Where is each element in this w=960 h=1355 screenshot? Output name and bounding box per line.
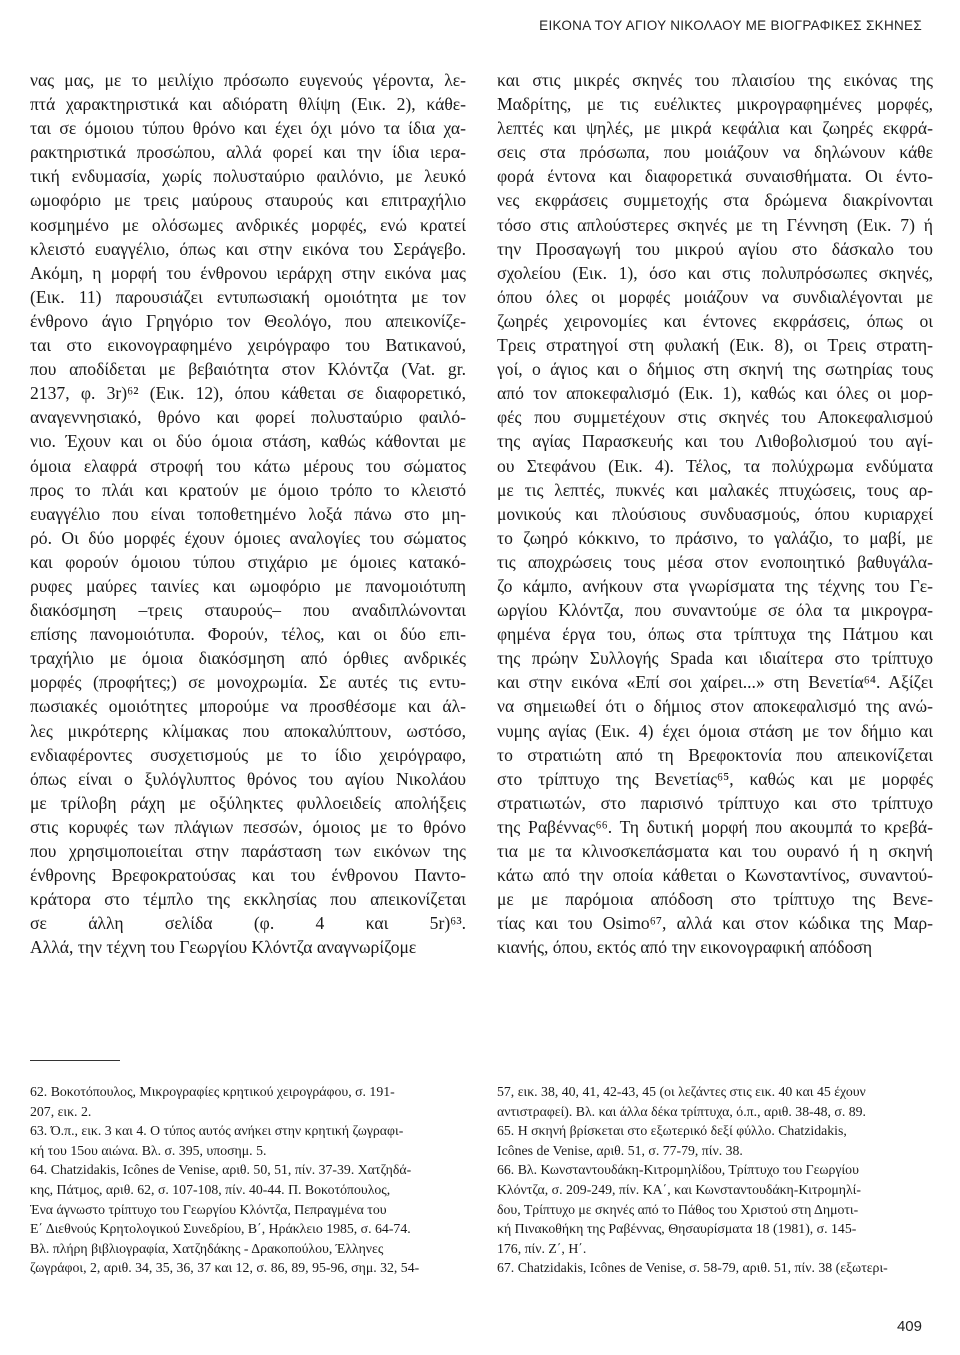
footnote-line: Βλ. πλήρη βιβλιογραφία, Χατζηδάκης - Δρακοπούλου, Έλληνες — [30, 1240, 384, 1256]
body-text-line: κοσμημένο με ολόσωμες ανδρικές μορφές, ενώ κρατεί — [30, 214, 466, 235]
body-text-line: πωσιακές ομοιότητες μπορούμε να προσθέσομε και άλ- — [30, 696, 466, 717]
footnote-line: 62. Βοκοτόπουλος, Μικρογραφίες κρητικού χειρογράφου, σ. 191- — [30, 1084, 395, 1099]
body-text-line: λες μικρότερης κλίμακας που αποκαλύπτουν, ωστόσο, — [30, 720, 466, 741]
body-text-line: της Ραβέννας⁶⁶. Τη δυτική μορφή που ακουμπά το κρεβά- — [497, 816, 933, 837]
body-text-line: νες εκφράσεις συμμετοχής στα δρώμενα διακρίνονται — [497, 190, 933, 211]
body-text-line: ται σε όμοιου τύπου θρόνο και έχει όχι μόνο τα ίδια χα- — [30, 118, 466, 139]
body-text-line: ζο κάμπο, ανήκουν στα γνωρίσματα της τέχνης του Γε- — [497, 575, 933, 596]
body-text-line: σεις στα πρόσωπα, που μοιάζουν να δηλώνουν κάθε — [497, 142, 933, 163]
body-text-line: Αλλά, την τέχνη του Γεωργίου Κλόντζα αναγνωρίζομε — [30, 937, 417, 958]
body-text-line: ένθρονης Βρεφοκρατούσας και του ένθρονου Παντο- — [30, 865, 466, 886]
running-head: ΕΙΚΟΝΑ ΤΟΥ ΑΓΙΟΥ ΝΙΚΟΛΑΟΥ ΜΕ ΒΙΟΓΡΑΦΙΚΕΣ ΣΚΗΝΕΣ — [539, 18, 922, 33]
footnote-line: 176, πίν. Ζ΄, Η΄. — [497, 1240, 587, 1256]
footnote-line: 64. Chatzidakis, Icônes de Venise, αριθ. 50, 51, πίν. 37-39. Χατζηδά- — [30, 1162, 412, 1178]
footnote-line: 63. Ό.π., εικ. 3 και 4. Ο τύπος αυτός ανήκει στην κρητική ζωγραφι- — [30, 1123, 404, 1139]
footnote-line: κή Πινακοθήκη της Ραβέννας, Θησαυρίσματα 18 (1981), σ. 145- — [497, 1221, 857, 1237]
body-text-line: με τις λεπτές, πυκνές και μαλακές πτυχώσεις, τους αρ- — [497, 479, 933, 500]
body-text-line: με τρίλοβη ράχη με οξύληκτες φυλλοειδείς απολήξεις — [30, 792, 466, 813]
body-text-line: που αποδίδεται με βεβαιότητα στον Κλόντζα (Vat. gr. — [30, 359, 466, 380]
body-text-line: με με παρόμοια απόδοση στο τρίπτυχο της Βενε- — [497, 889, 933, 910]
body-text-line: ται στο εικονογραφημένο χειρόγραφο του Βατικανού, — [30, 335, 466, 356]
body-text-line: σε άλλη σελίδα (φ. 4 και 5r)⁶³. — [30, 913, 466, 934]
body-text-line: φημένα έργα του, όπως στα τρίπτυχα της Πάτμου και — [497, 624, 933, 645]
body-text-line: και φορούν όμοιου τύπου στιχάριο με όμοιες κατακό- — [30, 551, 466, 572]
body-text-line: ενδιαφέροντες συσχετισμούς με το ίδιο χειρόγραφο, — [30, 744, 466, 765]
body-text-line: και στην εικόνα «Επί σοι χαίρει...» στη Βενετία⁶⁴. Αξίζει — [497, 672, 933, 693]
body-text-line: Τρεις στρατηγοί στη φυλακή (Εικ. 8), οι Τρεις στρατη- — [497, 335, 933, 356]
footnote-line: δου, Τρίπτυχο με σκηνές από το Πάθος του Χριστού στη Δημοτι- — [497, 1201, 859, 1217]
body-text-line: τια με τα κλινοσκεπάσματα και του ουρανό ή η σκηνή — [497, 841, 933, 861]
body-text-line: νυμης αγίας (Εικ. 4) έχει όμοια στάση με τον δήμιο και — [497, 720, 933, 741]
body-text-line: φές που συμμετέχουν στις σκηνές του Αποκεφαλισμού — [497, 407, 933, 428]
body-text-line: Μαδρίτης, με τις ευέλικτες μικρογραφημένες μορφές, — [497, 94, 933, 115]
footnote-line: Κλόντζα, σ. 209-249, πίν. ΚΑ΄, και Κωνσταντουδάκη-Κιτρομηλί- — [497, 1181, 861, 1197]
footnote-line: κή του 15ου αιώνα. Βλ. σ. 395, υποσημ. 5. — [30, 1142, 267, 1158]
body-text-line: επίσης πανομοιότυπα. Φορούν, τέλος, και οι δύο επι- — [30, 624, 466, 645]
footnotes-right — [497, 1082, 933, 1278]
body-text-line: νιο. Έχουν και οι δύο όμοια στάση, καθώς κάθονται με — [30, 431, 466, 452]
body-text-line: την Προσαγωγή του μικρού αγίου στο δάσκαλο του — [497, 238, 933, 259]
body-text-line: το ζωηρό κόκκινο, το πράσινο, το γαλάζιο, το μαβί, με — [497, 527, 933, 548]
body-text-line: στο τρίπτυχο της Βενετίας⁶⁵, καθώς και με μορφές — [497, 768, 933, 789]
body-text-line: μονικούς και πλούσιους συνδυασμούς, όπου κυριαρχεί — [497, 503, 933, 524]
body-text-line: τόσο στις απλούστερες σκηνές με τη Γέννηση (Εικ. 7) ή — [497, 214, 933, 235]
body-text-line: κλειστό ευαγγέλιο, όπως και στην εικόνα του Σεράγεβο. — [30, 238, 466, 259]
body-text-line: τική ενδυμασία, χωρίς πολυσταύριο φαιλόνιο, με λευκό — [30, 166, 466, 187]
body-text-line: ρυφες μαύρες ταινίες και ωμοφόριο με πανομοιότυπη — [30, 575, 466, 596]
footnote-line: Ε΄ Διεθνούς Κρητολογικού Συνεδρίου, Β΄, Ηράκλειο 1985, σ. 64-74. — [30, 1221, 411, 1237]
body-text-line: Ακόμη, η μορφή του ένθρονου ιεράρχη στην εικόνα μας — [30, 262, 466, 283]
footnotes-left — [30, 1082, 466, 1278]
body-text-line: πτά χαρακτηριστικά και αδιόρατη θλίψη (Εικ. 2), κάθε- — [30, 94, 466, 115]
body-text-line: σχολείου (Εικ. 1), όσο και στις πολυπρόσωπες σκηνές, — [497, 262, 933, 283]
body-column-right — [497, 68, 933, 959]
body-text-line: μορφές (προφήτες;) σε μονοχρωμία. Σε αυτές τις εντυ- — [30, 672, 466, 693]
body-text-line: φορά έντονα και διαφορετικά συναισθήματα. Οι έντο- — [497, 166, 933, 187]
body-text-line: ένθρονο άγιο Γρηγόριο τον Θεολόγο, που απεικονίζε- — [30, 310, 466, 331]
footnote-line: 65. Η σκηνή βρίσκεται στο εξωτερικό δεξί φύλλο. Chatzidakis, — [497, 1123, 847, 1139]
footnote-line: κης, Πάτμος, αριθ. 62, σ. 107-108, πίν. 40-44. Π. Βοκοτόπουλος, — [30, 1181, 391, 1197]
body-text-line: λεπτές και ψηλές, με μικρά κεφάλια και ζωηρές εκφρά- — [497, 118, 933, 139]
body-text-line: τις αποχρώσεις τους μέσα στον ενοποιητικό βαθυγάλα- — [497, 551, 933, 572]
footnote-line: 57, εικ. 38, 40, 41, 42-43, 45 (οι λεζάντες στις εικ. 40 και 45 έχουν — [497, 1084, 866, 1099]
body-text-line: προς το πλάι και κρατούν με όμοιο τρόπο το κλειστό — [30, 479, 466, 500]
footnote-line: 66. Βλ. Κωνσταντουδάκη-Κιτρομηλίδου, Τρίπτυχο του Γεωργίου — [497, 1162, 859, 1178]
footnote-line: Icônes de Venise, αριθ. 51, σ. 77-79, πίν. 38. — [497, 1142, 743, 1158]
body-text-line: τίας και του Osimo⁶⁷, αλλά και στον κώδικα της Μαρ- — [497, 913, 933, 934]
body-text-line: να σημειωθεί ότι ο δήμιος στον αποκεφαλισμό της ανώ- — [497, 696, 933, 717]
body-text-line: ρό. Οι δύο μορφές έχουν όμοιες αναλογίες του σώματος — [30, 527, 466, 548]
body-text-line: ωργίου Κλόντζα, που συναντούμε σε όλα τα μικρογρα- — [497, 600, 933, 621]
body-text-line: στις κορυφές των πλάγιων πεσσών, όμοιος με το θρόνο — [30, 816, 466, 837]
body-text-line: και στις μικρές σκηνές του πλαισίου της εικόνας της — [497, 70, 933, 90]
body-text-line: στρατιωτών, στο παρισινό τρίπτυχο και στο τρίπτυχο — [497, 792, 933, 813]
body-text-line: ρακτηριστικά προσώπου, αλλά φορεί και την ίδια ιερα- — [30, 142, 466, 163]
body-text-line: 2137, φ. 3r)⁶² (Εικ. 12), όπου κάθεται σε διαφορετικό, — [30, 383, 466, 404]
body-text-line: κράτορα στο τέμπλο της εκκλησίας που απεικονίζεται — [30, 889, 466, 910]
footnote-line: 207, εικ. 2. — [30, 1103, 92, 1119]
body-text-line: κιανής, όπου, εκτός από την εικονογραφική απόδοση — [497, 937, 873, 958]
body-column-left — [30, 68, 466, 959]
body-text-line: τραχήλιο με όμοια διακόσμηση από όρθιες ανδρικές — [30, 648, 466, 669]
body-text-line: όμοια ελαφρά στροφή του κάτω μέρους του σώματος — [30, 455, 466, 476]
body-text-line: το στρατιώτη από τη Βρεφοκτονία που απεικονίζεται — [497, 744, 933, 765]
body-text-line: ου Στεφάνου (Εικ. 4). Τέλος, τα πολύχρωμα ενδύματα — [497, 455, 933, 476]
footnote-line: αντιστραφεί). Βλ. και άλλα δέκα τρίπτυχα, ό.π., αριθ. 38-48, σ. 89. — [497, 1103, 866, 1119]
page-number: 409 — [896, 1318, 922, 1335]
body-text-line: ζωηρές χειρονομίες και έντονες εκφράσεις, όπως οι — [497, 310, 933, 331]
body-text-line: κάτω από την οποία κάθεται ο Κωνσταντίνος, συναντού- — [497, 865, 933, 886]
footnote-line: Ένα άγνωστο τρίπτυχο του Γεωργίου Κλόντζα, Πεπραγμένα του — [30, 1201, 387, 1217]
body-text-line: γοί, ο άγιος και ο δήμιος στη σκηνή της σωτηρίας τους — [497, 359, 933, 380]
body-text-line: της πρώην Συλλογής Spada και ιδιαίτερα στο τρίπτυχο — [497, 648, 933, 669]
footnote-line: 67. Chatzidakis, Icônes de Venise, σ. 58-79, αριθ. 51, πίν. 38 (εξωτερι- — [497, 1260, 888, 1276]
body-text-line: αναγεννησιακό, θρόνο και φορεί πολυσταύριο φαιλό- — [30, 407, 466, 428]
body-text-line: όπου όλες οι μορφές μοιάζουν να συνδιαλέγονται με — [497, 286, 933, 307]
body-text-line: νας μας, με το μειλίχιο πρόσωπο ευγενούς γέροντα, λε- — [30, 70, 466, 90]
body-text-line: (Εικ. 11) παρουσιάζει εντυπωσιακή ομοιότητα με τον — [30, 286, 466, 307]
body-text-line: ωμοφόριο με τρεις μαύρους σταυρούς και επιτραχήλιο — [30, 190, 466, 211]
footnote-rule — [30, 1060, 120, 1061]
body-text-line: ευαγγέλιο που είναι τοποθετημένο λοξά πάνω στο μη- — [30, 503, 466, 524]
body-text-line: της αγίας Παρασκευής και του Λιθοβολισμού του αγί- — [497, 431, 933, 452]
body-text-line: που χρησιμοποιείται στην παράσταση των εικόνων της — [30, 841, 466, 861]
body-text-line: από τον αποκεφαλισμό (Εικ. 1), καθώς και όλες οι μορ- — [497, 383, 933, 404]
footnote-line: ζωγράφοι, 2, αριθ. 34, 35, 36, 37 και 12, σ. 86, 89, 95-96, σημ. 32, 54- — [30, 1260, 420, 1276]
body-text-line: διακόσμηση –τρεις σταυρούς– που αναδιπλώνονται — [30, 600, 466, 621]
body-text-line: όπως είναι ο ξυλόγλυπτος θρόνος του αγίου Νικολάου — [30, 768, 466, 789]
